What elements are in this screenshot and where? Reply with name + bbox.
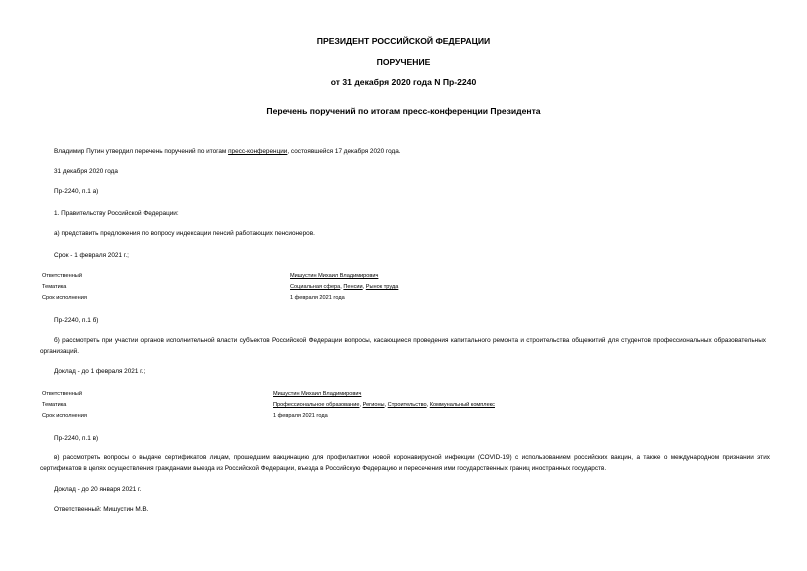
responsible-link[interactable]: Мишустин Михаил Владимирович	[290, 273, 379, 279]
document-title: Перечень поручений по итогам пресс-конференции Президента	[266, 106, 541, 116]
topic-link[interactable]: Регионы	[362, 402, 385, 408]
item-deadline: Доклад - до 20 января 2021 г.	[54, 486, 142, 493]
item-ref: Пр-2240, п.1 б)	[54, 317, 99, 324]
intro-text-before: Владимир Путин утвердил перечень поручений по итогам	[54, 148, 229, 155]
date-number-heading: от 31 декабря 2020 года N Пр-2240	[330, 77, 477, 87]
issuer-heading: ПРЕЗИДЕНТ РОССИЙСКОЙ ФЕДЕРАЦИИ	[316, 36, 491, 46]
item-ref: Пр-2240, п.1 в)	[54, 435, 99, 442]
due-value: 1 февраля 2021 года	[290, 295, 345, 301]
press-conference-link[interactable]: пресс-конференции	[228, 148, 288, 155]
responsible-line: Ответственный: Мишустин М.В.	[54, 506, 149, 513]
topic-link[interactable]: Строительство	[387, 402, 427, 408]
date-line: 31 декабря 2020 года	[54, 168, 118, 175]
due-label: Срок исполнения	[42, 413, 87, 419]
topic-link[interactable]: Профессиональное образование	[273, 402, 360, 408]
topic-link[interactable]: Коммунальный комплекс	[429, 402, 495, 408]
responsible-value	[290, 272, 378, 281]
item-text: а) представить предложения по вопросу индексации пенсий работающих пенсионеров.	[54, 230, 315, 237]
topics-value: Профессиональное образование, Регионы, Строительство, Коммунальный комплекс	[273, 402, 495, 408]
item-heading: 1. Правительству Российской Федерации:	[54, 210, 179, 217]
intro-paragraph	[54, 147, 401, 156]
topic-link[interactable]: Социальная сфера	[290, 284, 341, 290]
doc-type-heading: ПОРУЧЕНИЕ	[376, 57, 431, 67]
topic-link[interactable]: Рынок труда	[365, 284, 399, 290]
responsible-value	[273, 390, 361, 399]
topics-value: Социальная сфера, Пенсии, Рынок труда	[290, 284, 399, 290]
due-label: Срок исполнения	[42, 295, 87, 301]
item-deadline: Доклад - до 1 февраля 2021 г.;	[54, 368, 146, 375]
topics-label: Тематика	[42, 284, 67, 290]
topic-link[interactable]: Пенсии	[343, 284, 363, 290]
responsible-label: Ответственный	[42, 273, 82, 279]
due-value: 1 февраля 2021 года	[273, 413, 328, 419]
item-text: в) рассмотреть вопросы о выдаче сертификатов лицам, прошедшим вакцинацию для профилактики новой коронавирусной инфекции (COVID-19) с использованием российских вакцин, а также о международном признании этих сертификатов в целях осуществления гражданами выезда из Российской Федерации, въезда в Российскую Федерацию и пересечения ими государственных границ иностранных государств.	[40, 454, 770, 472]
topics-label: Тематика	[42, 402, 67, 408]
responsible-label: Ответственный	[42, 391, 82, 397]
item-text: б) рассмотреть при участии органов исполнительной власти субъектов Российской Федерации вопросы, касающиеся проведения капитального ремонта и строительства общежитий для студентов профессиональных образовательных организаций.	[40, 337, 766, 355]
item-ref: Пр-2240, п.1 а)	[54, 188, 99, 195]
intro-text-after: , состоявшейся 17 декабря 2020 года.	[287, 148, 401, 155]
item-deadline: Срок - 1 февраля 2021 г.;	[54, 252, 129, 259]
responsible-link[interactable]: Мишустин Михаил Владимирович	[273, 391, 362, 397]
